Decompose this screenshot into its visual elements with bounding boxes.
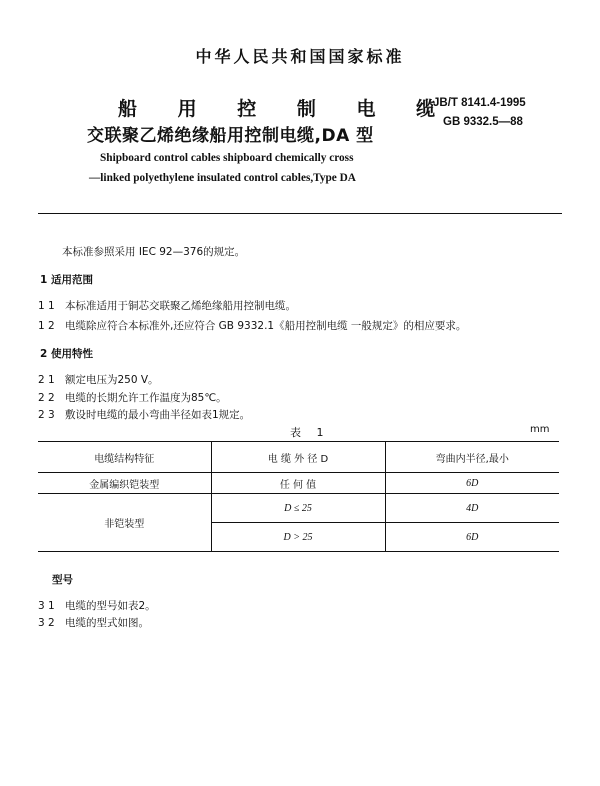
clause-number: 2 3 [38, 409, 55, 421]
clause-text: 额定电压为250 V。 [65, 374, 159, 386]
table-caption: 表 1 [290, 426, 330, 439]
table-row [38, 494, 559, 523]
standard-code-gb: GB 9332.5—88 [443, 116, 523, 128]
header-divider [38, 213, 562, 214]
clause-text: 电缆除应符合本标准外,还应符合 GB 9332.1《船用控制电缆 一般规定》的相应要求。 [65, 320, 467, 332]
clause-number: 3 2 [38, 617, 55, 629]
table-cell: 4D [385, 494, 559, 523]
document-title-main: 船 用 控 制 电 缆 [118, 98, 453, 120]
clause-text: 电缆的型号如表2。 [65, 600, 156, 612]
table-cell: 6D [385, 473, 559, 494]
table-header-cell: 电 缆 外 径 D [211, 442, 385, 473]
table-cell: D ≤ 25 [211, 494, 385, 523]
table-header-cell: 弯曲内半径,最小 [385, 442, 559, 473]
clause-number: 2 1 [38, 374, 55, 386]
section2-heading: 2 使用特性 [40, 348, 93, 360]
table-cell: 6D [385, 523, 559, 552]
clause-number: 2 2 [38, 392, 55, 404]
clause-number: 1 2 [38, 320, 55, 332]
table-cell: D > 25 [211, 523, 385, 552]
table-cell: 金属编织铠装型 [38, 473, 211, 494]
clause-text: 电缆的型式如图。 [65, 617, 149, 629]
national-standard-heading: 中华人民共和国国家标准 [195, 47, 405, 66]
table-header-row [38, 442, 559, 473]
intro-paragraph: 本标准参照采用 IEC 92—376的规定。 [62, 246, 246, 258]
clause-number: 3 1 [38, 600, 55, 612]
clause-text: 本标准适用于铜芯交联聚乙烯绝缘船用控制电缆。 [65, 300, 296, 312]
table-unit: mm [530, 424, 550, 435]
section1-heading: 1 适用范围 [40, 274, 93, 286]
clause-2-3 [38, 407, 250, 422]
clause-3-1 [38, 598, 156, 613]
english-title-line2: —linked polyethylene insulated control cables,Type DA [89, 172, 356, 184]
clause-2-2 [38, 390, 227, 405]
bending-radius-table [38, 441, 559, 552]
table-cell: 非铠装型 [38, 494, 211, 552]
clause-1-1 [38, 298, 296, 313]
document-title-sub: 交联聚乙烯绝缘船用控制电缆,DA 型 [87, 126, 374, 146]
table-cell: 任 何 值 [211, 473, 385, 494]
section3-heading: 型号 [52, 574, 73, 586]
clause-number: 1 1 [38, 300, 55, 312]
table-header-cell: 电缆结构特征 [38, 442, 211, 473]
clause-2-1 [38, 372, 159, 387]
clause-text: 敷设时电缆的最小弯曲半径如表1规定。 [65, 409, 251, 421]
standard-code-jb: JB/T 8141.4-1995 [433, 97, 526, 109]
clause-3-2 [38, 615, 149, 630]
clause-text: 电缆的长期允许工作温度为85℃。 [65, 392, 227, 404]
clause-1-2 [38, 318, 466, 333]
table-row [38, 473, 559, 494]
english-title-line1: Shipboard control cables shipboard chemically cross [100, 152, 354, 164]
